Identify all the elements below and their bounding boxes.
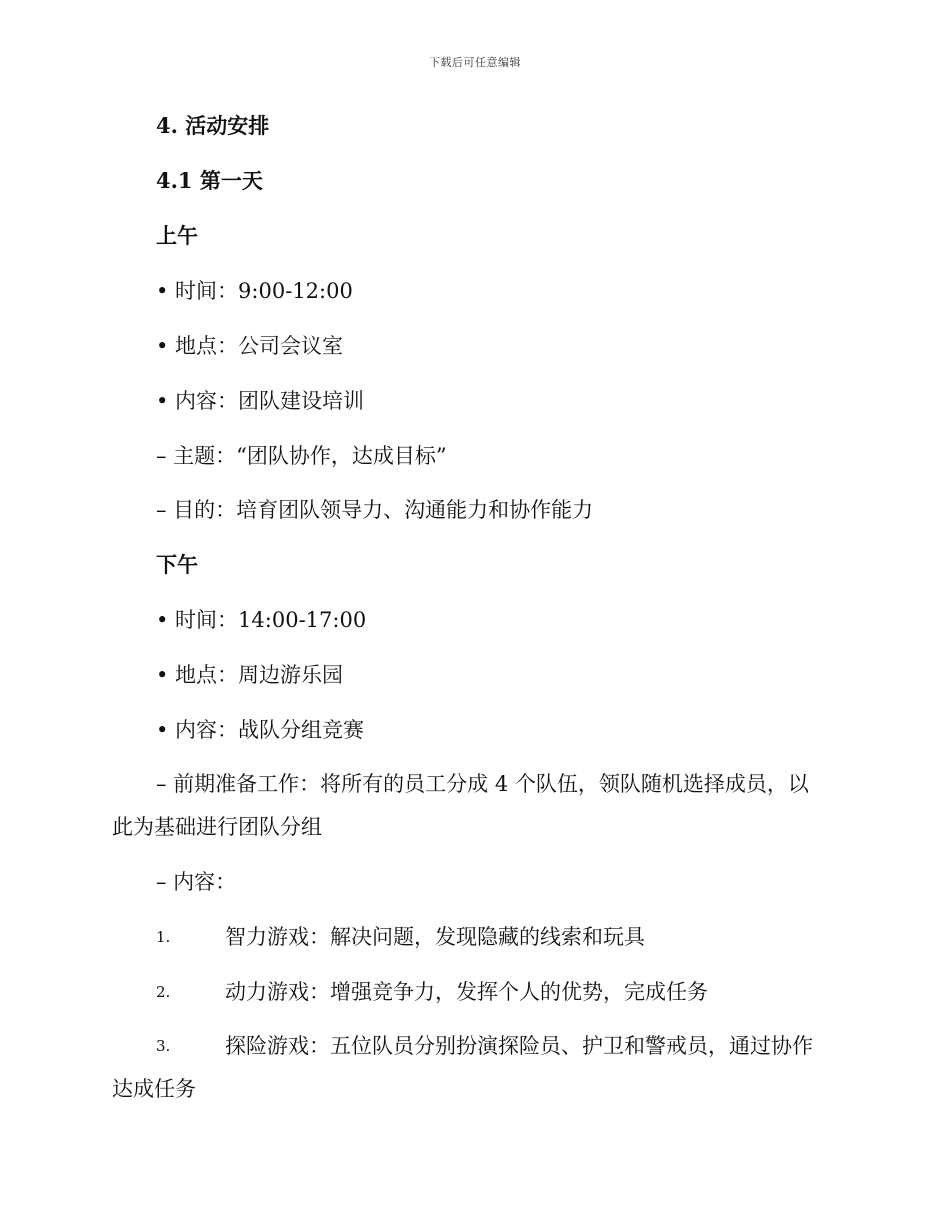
header-note: 下载后可任意编辑	[429, 56, 521, 69]
list-text: 动力游戏：增强竞争力，发挥个人的优势，完成任务	[225, 980, 708, 1004]
section-subtitle: 4.1 第一天	[156, 168, 263, 193]
list-number: 2.	[156, 983, 171, 1001]
morning-content: • 内容：团队建设培训	[156, 389, 365, 413]
content-label: – 内容：	[156, 870, 237, 894]
morning-heading: 上午	[156, 223, 198, 248]
morning-goal: – 目的：培育团队领导力、沟通能力和协作能力	[156, 498, 594, 522]
afternoon-time: • 时间：14:00-17:00	[156, 608, 367, 632]
list-text: 探险游戏：五位队员分别扮演探险员、护卫和警戒员，通过协作	[225, 1034, 813, 1058]
afternoon-place: • 地点：周边游乐园	[156, 663, 344, 687]
list-number: 1.	[156, 928, 171, 946]
list-text-continuation: 达成任务	[112, 1077, 196, 1101]
list-text: 智力游戏：解决问题，发现隐藏的线索和玩具	[225, 925, 645, 949]
morning-place: • 地点：公司会议室	[156, 334, 344, 358]
afternoon-content: • 内容：战队分组竞赛	[156, 718, 365, 742]
prep-line-2: 此为基础进行团队分组	[112, 815, 322, 839]
section-title: 4. 活动安排	[156, 113, 270, 138]
morning-time: • 时间：9:00-12:00	[156, 279, 353, 303]
morning-theme: – 主题：“团队协作，达成目标”	[156, 444, 447, 468]
afternoon-heading: 下午	[156, 552, 198, 577]
prep-line-1: – 前期准备工作：将所有的员工分成 4 个队伍，领队随机选择成员，以	[156, 772, 809, 796]
list-number: 3.	[156, 1037, 171, 1055]
